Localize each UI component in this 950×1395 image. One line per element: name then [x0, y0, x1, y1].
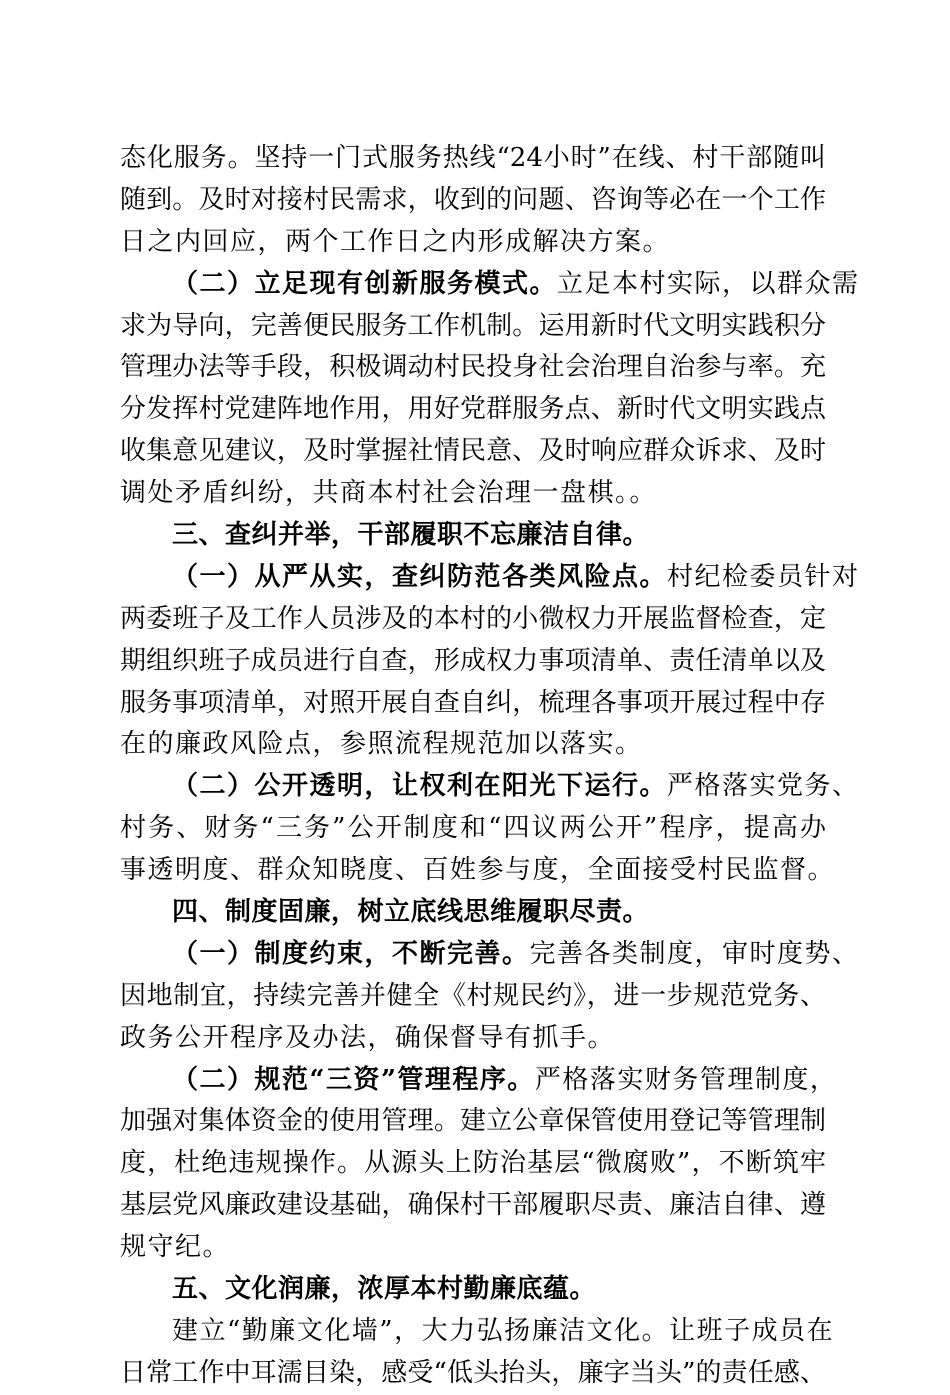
paragraph-first-rest: 严格落实财务管理制度， — [534, 1064, 838, 1095]
section-heading-5: 五、文化润廉，浓厚本村勤廉底蕴。 — [172, 1274, 597, 1305]
text-line-first — [120, 934, 860, 976]
paragraph-first-rest: 严格落实党务、 — [667, 771, 860, 802]
document-page — [120, 138, 860, 1395]
text-line: 两委班子及工作人员涉及的本村的小微权力开展监督检查，定 — [120, 603, 826, 634]
text-line-first — [120, 1060, 838, 1102]
paragraph-lead: （二）公开透明，让权利在阳光下运行。 — [172, 771, 668, 802]
text-line: 求为导向，完善便民服务工作机制。运用新时代文明实践积分 — [120, 310, 826, 341]
text-line-first — [120, 264, 860, 306]
paragraph-lead: （一）从严从实，查纠防范各类风险点。 — [172, 561, 668, 592]
paragraph-lead: （二）立足现有创新服务模式。 — [172, 268, 558, 299]
text-line: 加强对集体资金的使用管理。建立公章保管使用登记等管理制 — [120, 1106, 826, 1137]
paragraph-culture-wall — [120, 1311, 835, 1395]
text-line: 事透明度、群众知晓度、百姓参与度，全面接受村民监督。 — [120, 855, 836, 886]
text-line: 规守纪。 — [120, 1232, 231, 1263]
text-line: 管理办法等手段，积极调动村民投身社会治理自治参与率。充 — [120, 352, 826, 383]
paragraph-lead: （二）规范“三资”管理程序。 — [172, 1064, 535, 1095]
paragraph-risk-check — [120, 557, 860, 766]
paragraph-three-assets — [120, 1060, 838, 1269]
text-line: 在的廉政风险点，参照流程规范加以落实。 — [120, 729, 643, 760]
paragraph-transparency — [120, 766, 860, 892]
text-line: 期组织班子成员进行自查，形成权力事项清单、责任清单以及 — [120, 645, 826, 676]
text-line: 态化服务。坚持一门式服务热线“24小时”在线、村干部随叫 — [120, 143, 826, 173]
text-line: 分发挥村党建阵地作用，用好党群服务点、新时代文明实践点 — [120, 394, 826, 425]
text-line: 日常工作中耳濡目染，感受“低头抬头，廉字当头”的责任感、 — [120, 1357, 826, 1388]
text-line-first — [120, 557, 860, 599]
text-line: 村务、财务“三务”公开制度和“四议两公开”程序，提高办 — [120, 813, 826, 844]
text-line: 度，杜绝违规操作。从源头上防治基层“微腐败”，不断筑牢 — [120, 1148, 826, 1179]
paragraph-continued-service — [120, 138, 826, 264]
paragraph-innovation-service-model — [120, 264, 860, 515]
paragraph-first-rest: 建立“勤廉文化墙”，大力弘扬廉洁文化。让班子成员在 — [172, 1315, 835, 1346]
text-line: 基层党风廉政建设基础，确保村干部履职尽责、廉洁自律、遵 — [120, 1190, 826, 1221]
text-line: 调处矛盾纠纷，共商本村社会治理一盘棋。。 — [120, 478, 658, 509]
text-line: 政务公开程序及办法，确保督导有抓手。 — [120, 1022, 616, 1053]
section-heading-4: 四、制度固廉，树立底线思维履职尽责。 — [172, 897, 650, 928]
paragraph-first-rest: 完善各类制度，审时度势、 — [529, 938, 860, 969]
text-line-first — [120, 1311, 835, 1353]
text-line-first — [120, 766, 860, 808]
text-line: 日之内回应，两个工作日之内形成解决方案。 — [120, 226, 671, 257]
text-line: 服务事项清单，对照开展自查自纠，梳理各事项开展过程中存 — [120, 687, 826, 718]
section-heading-3: 三、查纠并举，干部履职不忘廉洁自律。 — [172, 520, 650, 551]
text-line: 随到。及时对接村民需求，收到的问题、咨询等必在一个工作 — [120, 184, 826, 215]
text-line: 因地制宜，持续完善并健全《村规民约》，进一步规范党务、 — [120, 980, 826, 1011]
paragraph-institution-constraint — [120, 934, 860, 1060]
paragraph-lead: （一）制度约束，不断完善。 — [172, 938, 530, 969]
paragraph-first-rest: 立足本村实际，以群众需 — [557, 268, 860, 299]
paragraph-first-rest: 村纪检委员针对 — [667, 561, 860, 592]
text-line: 收集意见建议，及时掌握社情民意、及时响应群众诉求、及时 — [120, 436, 826, 467]
